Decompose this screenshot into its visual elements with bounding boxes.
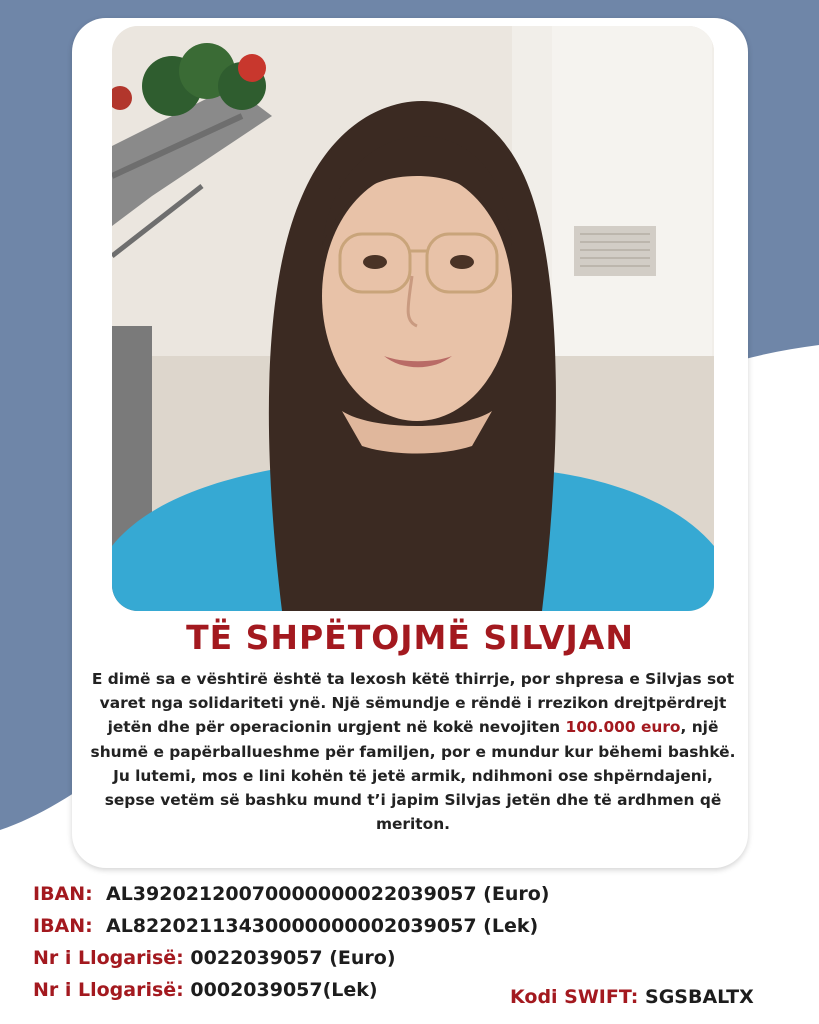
account-euro-label: Nr i Llogarisë: <box>33 947 184 969</box>
portrait-illustration <box>112 26 714 611</box>
account-euro-value: 0022039057 (Euro) <box>190 947 396 969</box>
campaign-title: TË SHPËTOJMË SILVJAN <box>186 618 634 657</box>
portrait-photo <box>112 26 714 611</box>
message-text-2: , një shumë e papërballueshme për familjen, por e mundur kur bëhemi bashkë. Ju lutemi, mos e lini kohën të jetë armik, ndihmoni ose shpërndajeni, sepse vetëm së bashku mund t’i japim Silvjas jetën dhe të ardhmen që meriton. <box>90 718 736 834</box>
account-lek-value: 0002039057(Lek) <box>190 979 378 1001</box>
iban-euro-label: IBAN: <box>33 883 93 905</box>
iban-lek-value: AL82202113430000000002039057 (Lek) <box>106 915 539 937</box>
appeal-message <box>88 667 738 836</box>
iban-euro-value: AL39202120070000000022039057 (Euro) <box>106 883 550 905</box>
account-lek-label: Nr i Llogarisë: <box>33 979 184 1001</box>
amount-highlight: 100.000 euro <box>565 718 681 737</box>
swift-label: Kodi SWIFT: <box>510 986 639 1008</box>
swift-value: SGSBALTX <box>645 986 754 1008</box>
message-text-1: E dimë sa e vështirë është ta lexosh këtë thirrje, por shpresa e Silvjas sot varet nga solidariteti ynë. Një sëmundje e rëndë i rrezikon drejtpërdrejt jetën dhe për operacionin urgjent në kokë nevojiten <box>91 670 735 737</box>
iban-lek-label: IBAN: <box>33 915 93 937</box>
